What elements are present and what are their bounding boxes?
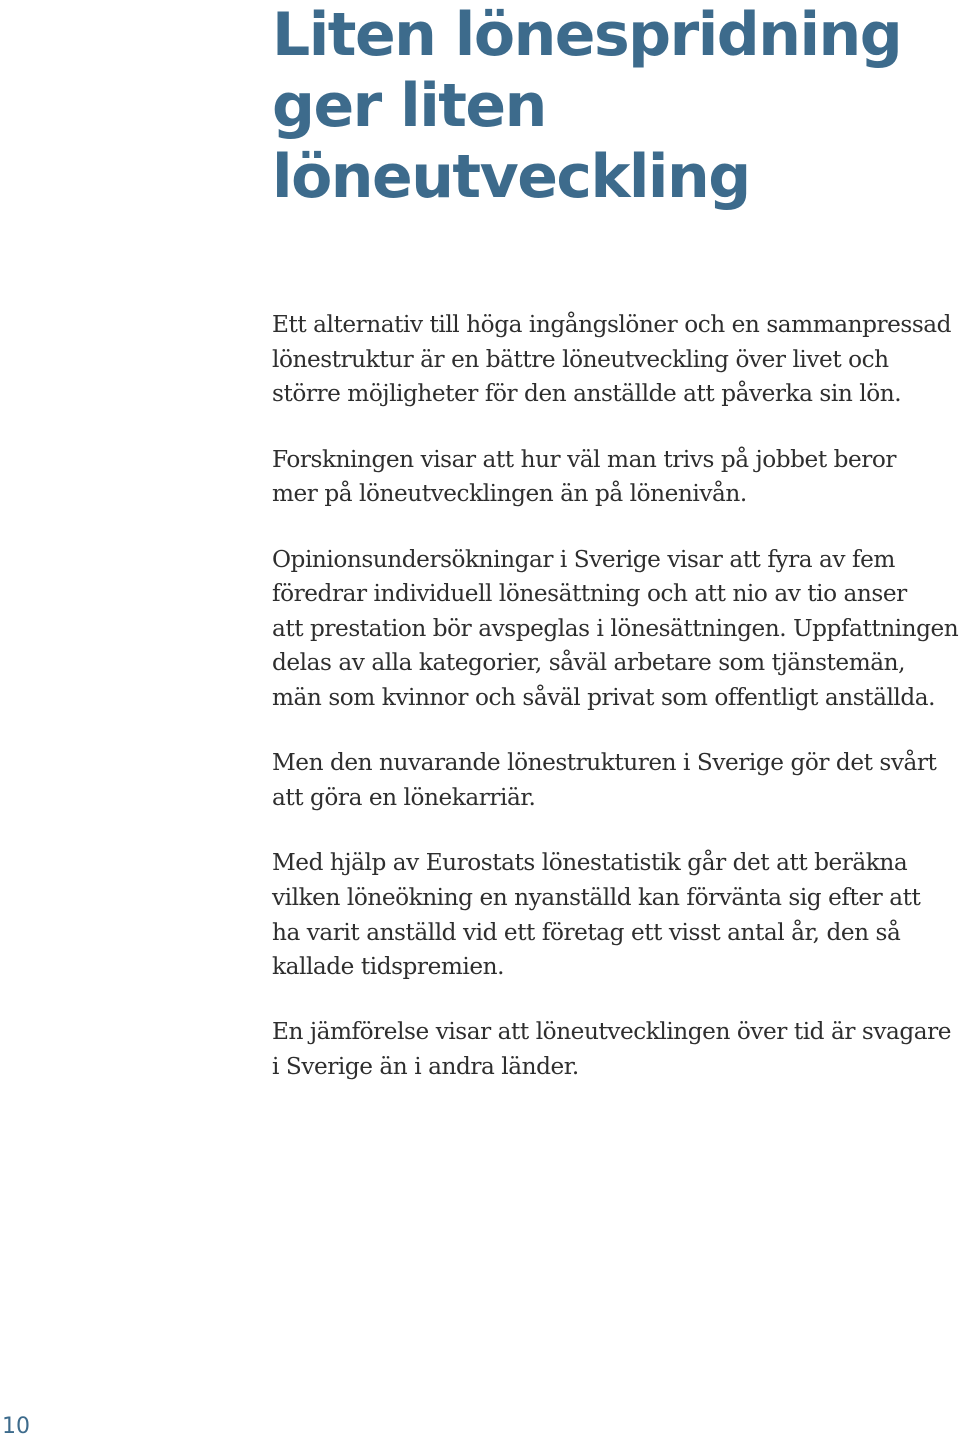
paragraph	[272, 443, 960, 512]
text-line: kallade tidspremien.	[272, 953, 505, 981]
text-line: större möjligheter för den anställde att påverka sin lön.	[272, 380, 902, 408]
paragraph	[272, 846, 960, 984]
paragraph	[272, 1015, 960, 1084]
page-title	[272, 0, 952, 213]
text-line: Med hjälp av Eurostats lönestatistik går det att beräkna	[272, 849, 908, 877]
body-text	[272, 308, 960, 1115]
paragraph	[272, 543, 960, 716]
text-line: delas av alla kategorier, såväl arbetare som tjänstemän,	[272, 649, 906, 677]
text-line: Men den nuvarande lönestrukturen i Sverige gör det svårt	[272, 749, 937, 777]
text-line: att göra en lönekarriär.	[272, 783, 536, 811]
title-line: ger liten	[272, 71, 546, 141]
page-number: 10	[2, 1414, 30, 1439]
text-line: att prestation bör avspeglas i lönesättningen. Uppfattningen	[272, 614, 959, 642]
text-line: föredrar individuell lönesättning och att nio av tio anser	[272, 580, 907, 608]
text-line: lönestruktur är en bättre löneutveckling över livet och	[272, 345, 889, 373]
text-line: Ett alternativ till höga ingångslöner och en sammanpressad	[272, 311, 952, 338]
title-line: Liten lönespridning	[272, 0, 902, 70]
text-line: män som kvinnor och såväl privat som offentligt anställda.	[272, 683, 936, 711]
text-line: mer på löneutvecklingen än på lönenivån.	[272, 480, 747, 508]
paragraph	[272, 746, 960, 815]
text-line: i Sverige än i andra länder.	[272, 1053, 579, 1081]
paragraph	[272, 308, 960, 412]
text-line: Forskningen visar att hur väl man trivs på jobbet beror	[272, 445, 897, 473]
text-line: En jämförelse visar att löneutvecklingen över tid är svagare	[272, 1018, 952, 1046]
text-line: vilken löneökning en nyanställd kan förvänta sig efter att	[272, 883, 921, 911]
text-line: ha varit anställd vid ett företag ett visst antal år, den så	[272, 918, 901, 946]
text-line: Opinionsundersökningar i Sverige visar att fyra av fem	[272, 545, 895, 573]
title-line: löneutveckling	[272, 142, 750, 212]
